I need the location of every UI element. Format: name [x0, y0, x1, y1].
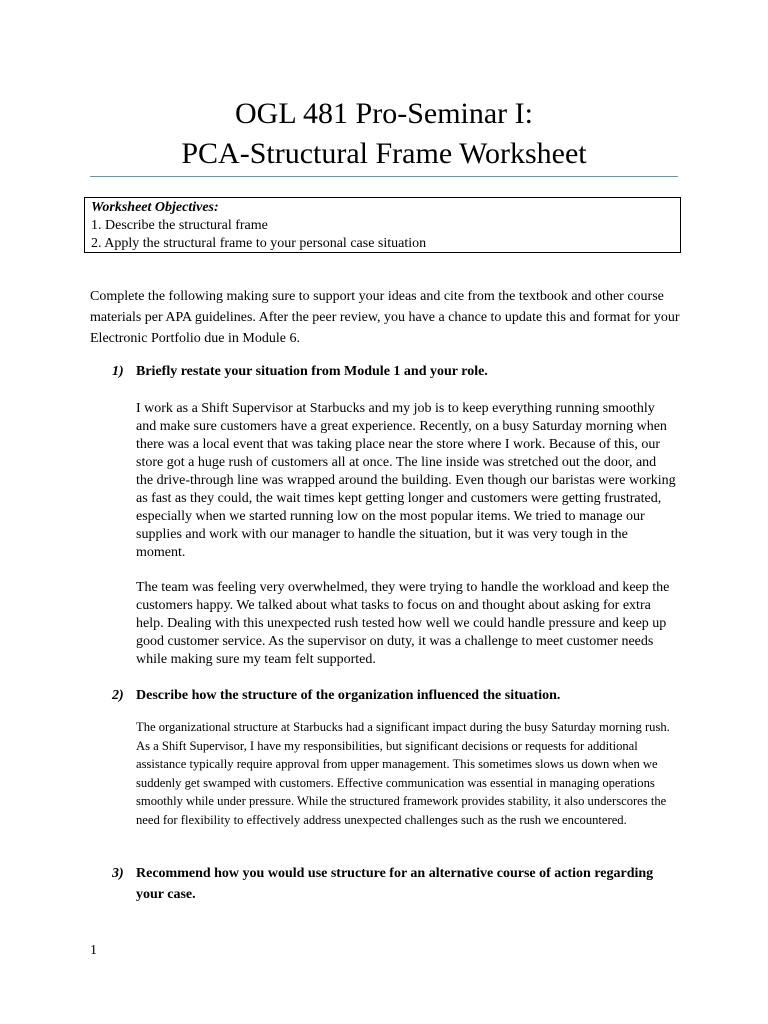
answer-1-paragraph-2: The team was feeling very overwhelmed, they were trying to handle the workload and keep the customers happy. We talked about what tasks to focus on and thought about asking for extra help. Dealing with this unexpected rush tested how well we could handle pressure and keep up good customer service. As the supervisor on duty, it was a challenge to meet customer needs while making sure my team felt supported. — [136, 580, 670, 667]
question-text: Describe how the structure of the organization influenced the situation. — [136, 688, 561, 703]
question-number: 3) — [112, 866, 124, 881]
objective-item: 2. Apply the structural frame to your personal case situation — [91, 236, 427, 251]
answer-2-paragraph-1: The organizational structure at Starbucks had a significant impact during the busy Saturday morning rush. As a Shift Supervisor, I have my responsibilities, but significant decisions or requests for additional assistance typically require approval from upper management. This sometimes slows us down when we suddenly get swamped with customers. Effective communication was essential in managing operations smoothly while under pressure. While the structured framework provides stability, it also underscores the need for flexibility to effectively address unexpected challenges such as the rush we encountered. — [136, 720, 670, 827]
question-text: Briefly restate your situation from Module 1 and your role. — [136, 364, 488, 379]
title-divider — [90, 176, 678, 177]
question-number: 2) — [112, 688, 124, 703]
question-2 — [112, 685, 672, 706]
page-number: 1 — [90, 943, 97, 958]
title-line-2: PCA-Structural Frame Worksheet — [181, 137, 587, 170]
question-text: Recommend how you would use structure for an alternative course of action regarding your case. — [136, 866, 654, 902]
objectives-heading: Worksheet Objectives: — [91, 200, 219, 215]
question-3 — [112, 863, 672, 905]
objectives-box — [84, 197, 681, 253]
question-number: 1) — [112, 364, 124, 379]
page-title — [90, 94, 678, 174]
title-line-1: OGL 481 Pro-Seminar I: — [234, 97, 533, 130]
intro-paragraph: Complete the following making sure to support your ideas and cite from the textbook and other course materials per APA guidelines. After the peer review, you have a chance to update this and format for your Electronic Portfolio due in Module 6. — [90, 289, 680, 346]
answer-1-paragraph-1: I work as a Shift Supervisor at Starbucks and my job is to keep everything running smoothly and make sure customers have a great experience. Recently, on a busy Saturday morning when there was a local event that was taking place near the store where I work. Because of this, our store got a huge rush of customers all at once. The line inside was stretched out the door, and the drive-through line was wrapped around the building. Even though our baristas were working as fast as they could, the wait times kept getting longer and customers were getting frustrated, especially when we started running low on the most popular items. We tried to manage our supplies and work with our manager to handle the situation, but it was very tough in the moment. — [136, 401, 676, 560]
objective-item: 1. Describe the structural frame — [91, 218, 268, 233]
question-1 — [112, 361, 672, 382]
